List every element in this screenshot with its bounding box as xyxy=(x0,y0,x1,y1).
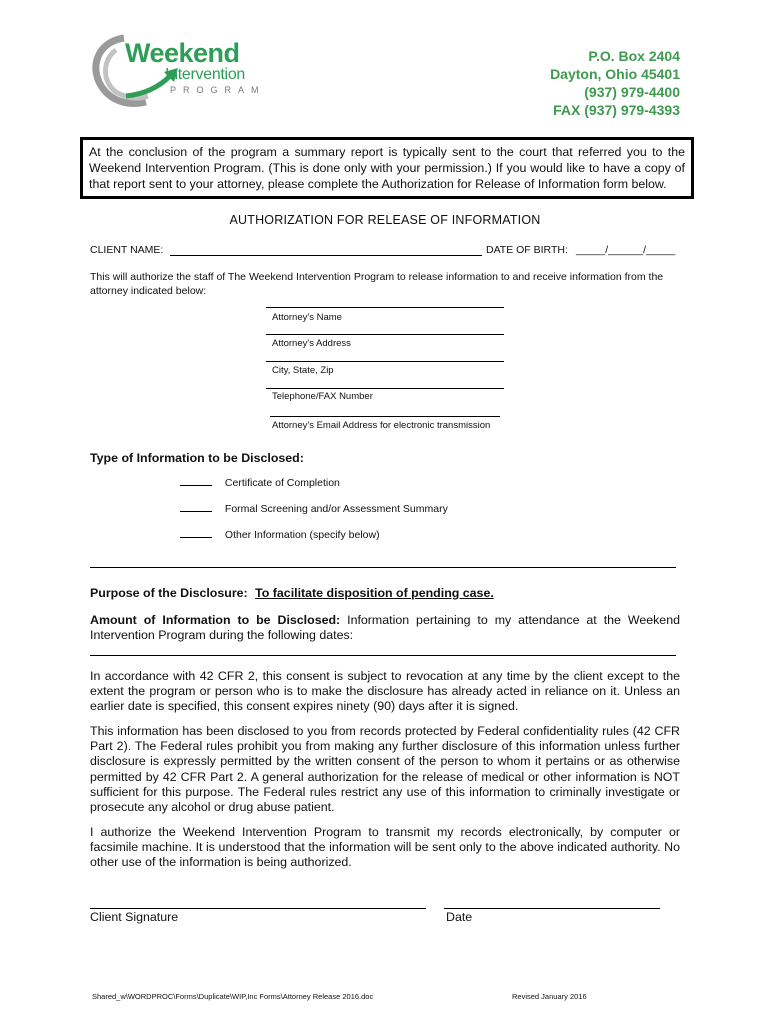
logo-intervention-text: Intervention xyxy=(165,66,246,83)
client-name-field[interactable] xyxy=(170,243,482,256)
checkbox-blank[interactable] xyxy=(180,485,212,486)
attorney-email-label: Attorney's Email Address for electronic transmission xyxy=(272,420,491,431)
attorney-email-line[interactable] xyxy=(270,416,500,417)
city-state-zip-line[interactable] xyxy=(266,361,504,362)
form-title: AUTHORIZATION FOR RELEASE OF INFORMATION xyxy=(229,213,541,227)
other-info-line[interactable] xyxy=(90,567,676,568)
client-signature-line[interactable] xyxy=(90,908,426,909)
client-signature-label: Client Signature xyxy=(90,910,179,924)
attorney-name-label: Attorney's Name xyxy=(272,312,342,323)
attorney-address-line[interactable] xyxy=(266,334,504,335)
confidentiality-paragraph: This information has been disclosed to you from records protected by Federal confidentiality rules (42 CFR Part 2). The Federal rules prohibit you from making any further disclosure of this information unless further disclosure is expressly permitted by the written consent of the person to whom it pertains or as otherwise permitted by 42 CFR Part 2. A general authorization for the release of medical or other information is NOT sufficient for this purpose. The Federal rules restrict any use of this information to criminally investigate or prosecute any alcohol or drug abuse patient. xyxy=(90,724,680,815)
footer-file-path: Shared_w\WORDPROC\Forms\Duplicate\WIP,Inc Forms\Attorney Release 2016.doc xyxy=(92,992,374,1001)
footer-revised-date: Revised January 2016 xyxy=(512,992,587,1001)
info-item-label: Other Information (specify below) xyxy=(224,529,380,541)
client-name-label: CLIENT NAME: xyxy=(90,244,164,256)
purpose-row xyxy=(90,586,676,600)
dates-line[interactable] xyxy=(90,655,676,656)
info-item-screening xyxy=(180,503,448,515)
purpose-label: Purpose of the Disclosure: xyxy=(90,586,248,600)
info-item-other xyxy=(180,529,380,541)
date-signature-label: Date xyxy=(446,910,473,924)
logo-program-text: PROGRAM xyxy=(170,85,266,95)
amount-row xyxy=(90,613,680,643)
authorize-text: This will authorize the staff of The Weekend Intervention Program to release information to and receive information from the attorney indicated below: xyxy=(90,271,664,297)
contact-block xyxy=(550,47,680,119)
checkbox-blank[interactable] xyxy=(180,537,212,538)
amount-value: Information pertaining to my attendance at the Weekend Intervention Program during the following dates: xyxy=(90,613,680,643)
telephone-fax-label: Telephone/FAX Number xyxy=(272,391,373,402)
info-item-label: Formal Screening and/or Assessment Summary xyxy=(224,503,448,515)
consent-paragraph: In accordance with 42 CFR 2, this consent is subject to revocation at any time by the client except to the extent the program or person who is to make the disclosure has already acted in reliance on it. Unless an earlier date is specified, this consent expires ninety (90) days after it is signed. xyxy=(90,669,680,714)
date-signature-line[interactable] xyxy=(444,908,660,909)
city-state-zip-label: City, State, Zip xyxy=(272,365,334,376)
logo-weekend-text: Weekend xyxy=(125,38,240,68)
attorney-name-line[interactable] xyxy=(266,307,504,308)
electronic-authorization-paragraph: I authorize the Weekend Intervention Program to transmit my records electronically, by computer or facsimile machine. It is understood that the information will be sent only to the above indicated authority. No other use of the information is being authorized. xyxy=(90,825,680,870)
dob-field[interactable]: _____/______/_____ xyxy=(576,244,676,256)
info-item-certificate xyxy=(180,477,340,489)
info-item-label: Certificate of Completion xyxy=(224,477,340,489)
amount-label: Amount of Information to be Disclosed: xyxy=(90,613,341,627)
contact-fax: FAX (937) 979-4393 xyxy=(553,102,680,118)
attorney-address-label: Attorney's Address xyxy=(272,338,351,349)
dob-label: DATE OF BIRTH: xyxy=(486,244,568,256)
contact-city: Dayton, Ohio 45401 xyxy=(550,66,680,82)
telephone-fax-line[interactable] xyxy=(266,388,504,389)
intro-notice-box: At the conclusion of the program a summary report is typically sent to the court that referred you to the Weekend Intervention Program. (This is done only with your permission.) If you would like to have a copy of that report sent to your attorney, please complete the Authorization for Release of Information form below. xyxy=(80,137,694,199)
contact-phone: (937) 979-4400 xyxy=(584,84,680,100)
contact-po-box: P.O. Box 2404 xyxy=(588,48,680,64)
purpose-value: To facilitate disposition of pending case. xyxy=(255,586,494,600)
info-type-heading: Type of Information to be Disclosed: xyxy=(90,451,304,465)
checkbox-blank[interactable] xyxy=(180,511,212,512)
